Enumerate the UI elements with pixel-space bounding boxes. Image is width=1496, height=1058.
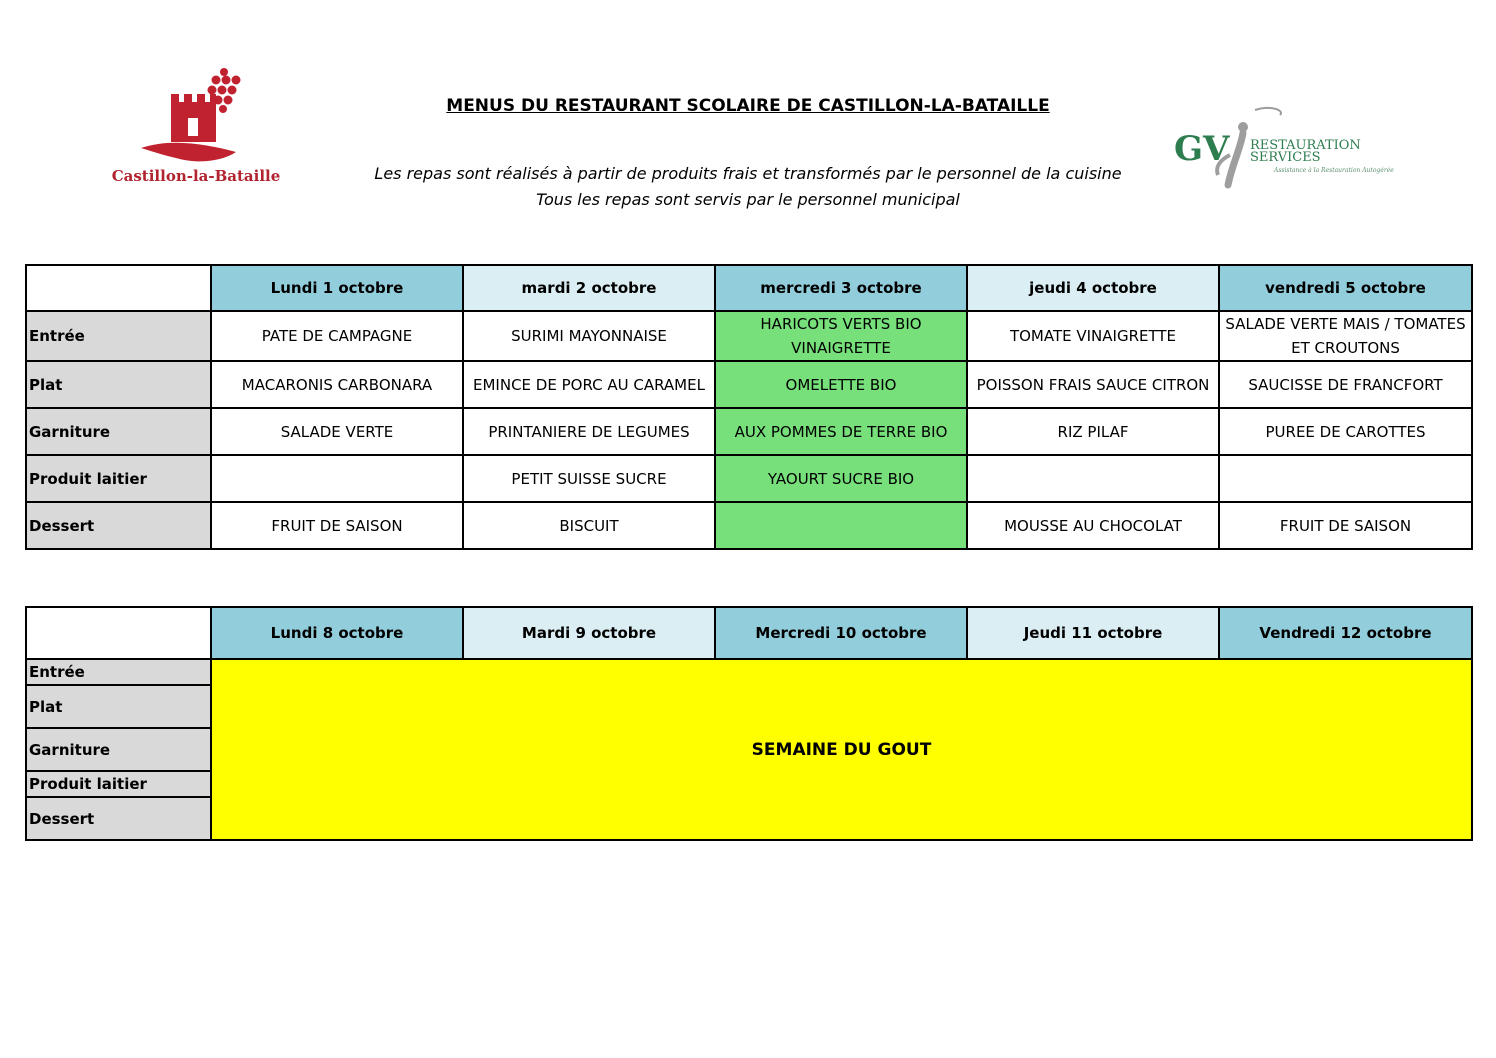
menu-cell-bio bbox=[715, 502, 967, 549]
menu-cell-bio: OMELETTE BIO bbox=[715, 361, 967, 408]
row-label: Garniture bbox=[26, 408, 211, 455]
day-header: mardi 2 octobre bbox=[463, 265, 715, 311]
row-label: Garniture bbox=[26, 728, 211, 771]
gv-logo-tagline: Assistance à la Restauration Autogérée bbox=[1274, 167, 1394, 174]
menu-cell bbox=[211, 455, 463, 502]
menu-cell: PUREE DE CAROTTES bbox=[1219, 408, 1472, 455]
day-header: vendredi 5 octobre bbox=[1219, 265, 1472, 311]
day-header: mercredi 3 octobre bbox=[715, 265, 967, 311]
day-header: Lundi 1 octobre bbox=[211, 265, 463, 311]
gv-logo-line-2: SERVICES bbox=[1250, 150, 1321, 165]
row-label: Entrée bbox=[26, 659, 211, 685]
menu-cell: MOUSSE AU CHOCOLAT bbox=[967, 502, 1219, 549]
menu-cell: SALADE VERTE bbox=[211, 408, 463, 455]
menu-cell: EMINCE DE PORC AU CARAMEL bbox=[463, 361, 715, 408]
table-row bbox=[26, 502, 1472, 549]
row-label: Plat bbox=[26, 361, 211, 408]
row-label: Entrée bbox=[26, 311, 211, 361]
menu-cell: SAUCISSE DE FRANCFORT bbox=[1219, 361, 1472, 408]
day-header: Lundi 8 octobre bbox=[211, 607, 463, 659]
gv-logo-letters: GV bbox=[1174, 129, 1230, 169]
menu-cell: FRUIT DE SAISON bbox=[1219, 502, 1472, 549]
subtitle-line-2: Tous les repas sont servis par le personnel municipal bbox=[536, 190, 960, 209]
menu-cell: SURIMI MAYONNAISE bbox=[463, 311, 715, 361]
row-label: Produit laitier bbox=[26, 771, 211, 797]
table-corner bbox=[26, 265, 211, 311]
menu-cell: POISSON FRAIS SAUCE CITRON bbox=[967, 361, 1219, 408]
menu-cell: TOMATE VINAIGRETTE bbox=[967, 311, 1219, 361]
menu-cell: PRINTANIERE DE LEGUMES bbox=[463, 408, 715, 455]
row-label: Plat bbox=[26, 685, 211, 728]
menu-cell: BISCUIT bbox=[463, 502, 715, 549]
table-row bbox=[26, 455, 1472, 502]
menu-cell: PETIT SUISSE SUCRE bbox=[463, 455, 715, 502]
page-title: MENUS DU RESTAURANT SCOLAIRE DE CASTILLON-LA-BATAILLE bbox=[446, 96, 1050, 116]
gv-logo-line-1: RESTAURATION bbox=[1250, 138, 1361, 153]
table-corner bbox=[26, 607, 211, 659]
day-header: Mardi 9 octobre bbox=[463, 607, 715, 659]
week2-menu-table bbox=[25, 606, 1473, 841]
row-label: Dessert bbox=[26, 502, 211, 549]
menu-cell bbox=[967, 455, 1219, 502]
gv-restauration-logo bbox=[1170, 105, 1410, 200]
row-label: Dessert bbox=[26, 797, 211, 840]
day-header: Mercredi 10 octobre bbox=[715, 607, 967, 659]
day-header: Jeudi 11 octobre bbox=[967, 607, 1219, 659]
menu-cell-bio: AUX POMMES DE TERRE BIO bbox=[715, 408, 967, 455]
subtitle-line-1: Les repas sont réalisés à partir de produits frais et transformés par le personnel de la cuisine bbox=[374, 164, 1122, 183]
menu-cell: PATE DE CAMPAGNE bbox=[211, 311, 463, 361]
menu-cell-bio: HARICOTS VERTS BIO VINAIGRETTE bbox=[715, 311, 967, 361]
menu-cell: FRUIT DE SAISON bbox=[211, 502, 463, 549]
menu-cell bbox=[1219, 455, 1472, 502]
day-header: Vendredi 12 octobre bbox=[1219, 607, 1472, 659]
menu-cell: SALADE VERTE MAIS / TOMATES ET CROUTONS bbox=[1219, 311, 1472, 361]
table-row bbox=[26, 659, 1472, 685]
castillon-logo-text: Castillon-la-Bataille bbox=[111, 167, 281, 185]
week1-header-row bbox=[26, 265, 1472, 311]
row-label: Produit laitier bbox=[26, 455, 211, 502]
menu-cell: MACARONIS CARBONARA bbox=[211, 361, 463, 408]
event-banner: SEMAINE DU GOUT bbox=[211, 659, 1472, 840]
week1-menu-table bbox=[25, 264, 1473, 550]
week2-header-row bbox=[26, 607, 1472, 659]
table-row bbox=[26, 311, 1472, 361]
table-row bbox=[26, 408, 1472, 455]
menu-cell-bio: YAOURT SUCRE BIO bbox=[715, 455, 967, 502]
day-header: jeudi 4 octobre bbox=[967, 265, 1219, 311]
table-row bbox=[26, 361, 1472, 408]
menu-cell: RIZ PILAF bbox=[967, 408, 1219, 455]
